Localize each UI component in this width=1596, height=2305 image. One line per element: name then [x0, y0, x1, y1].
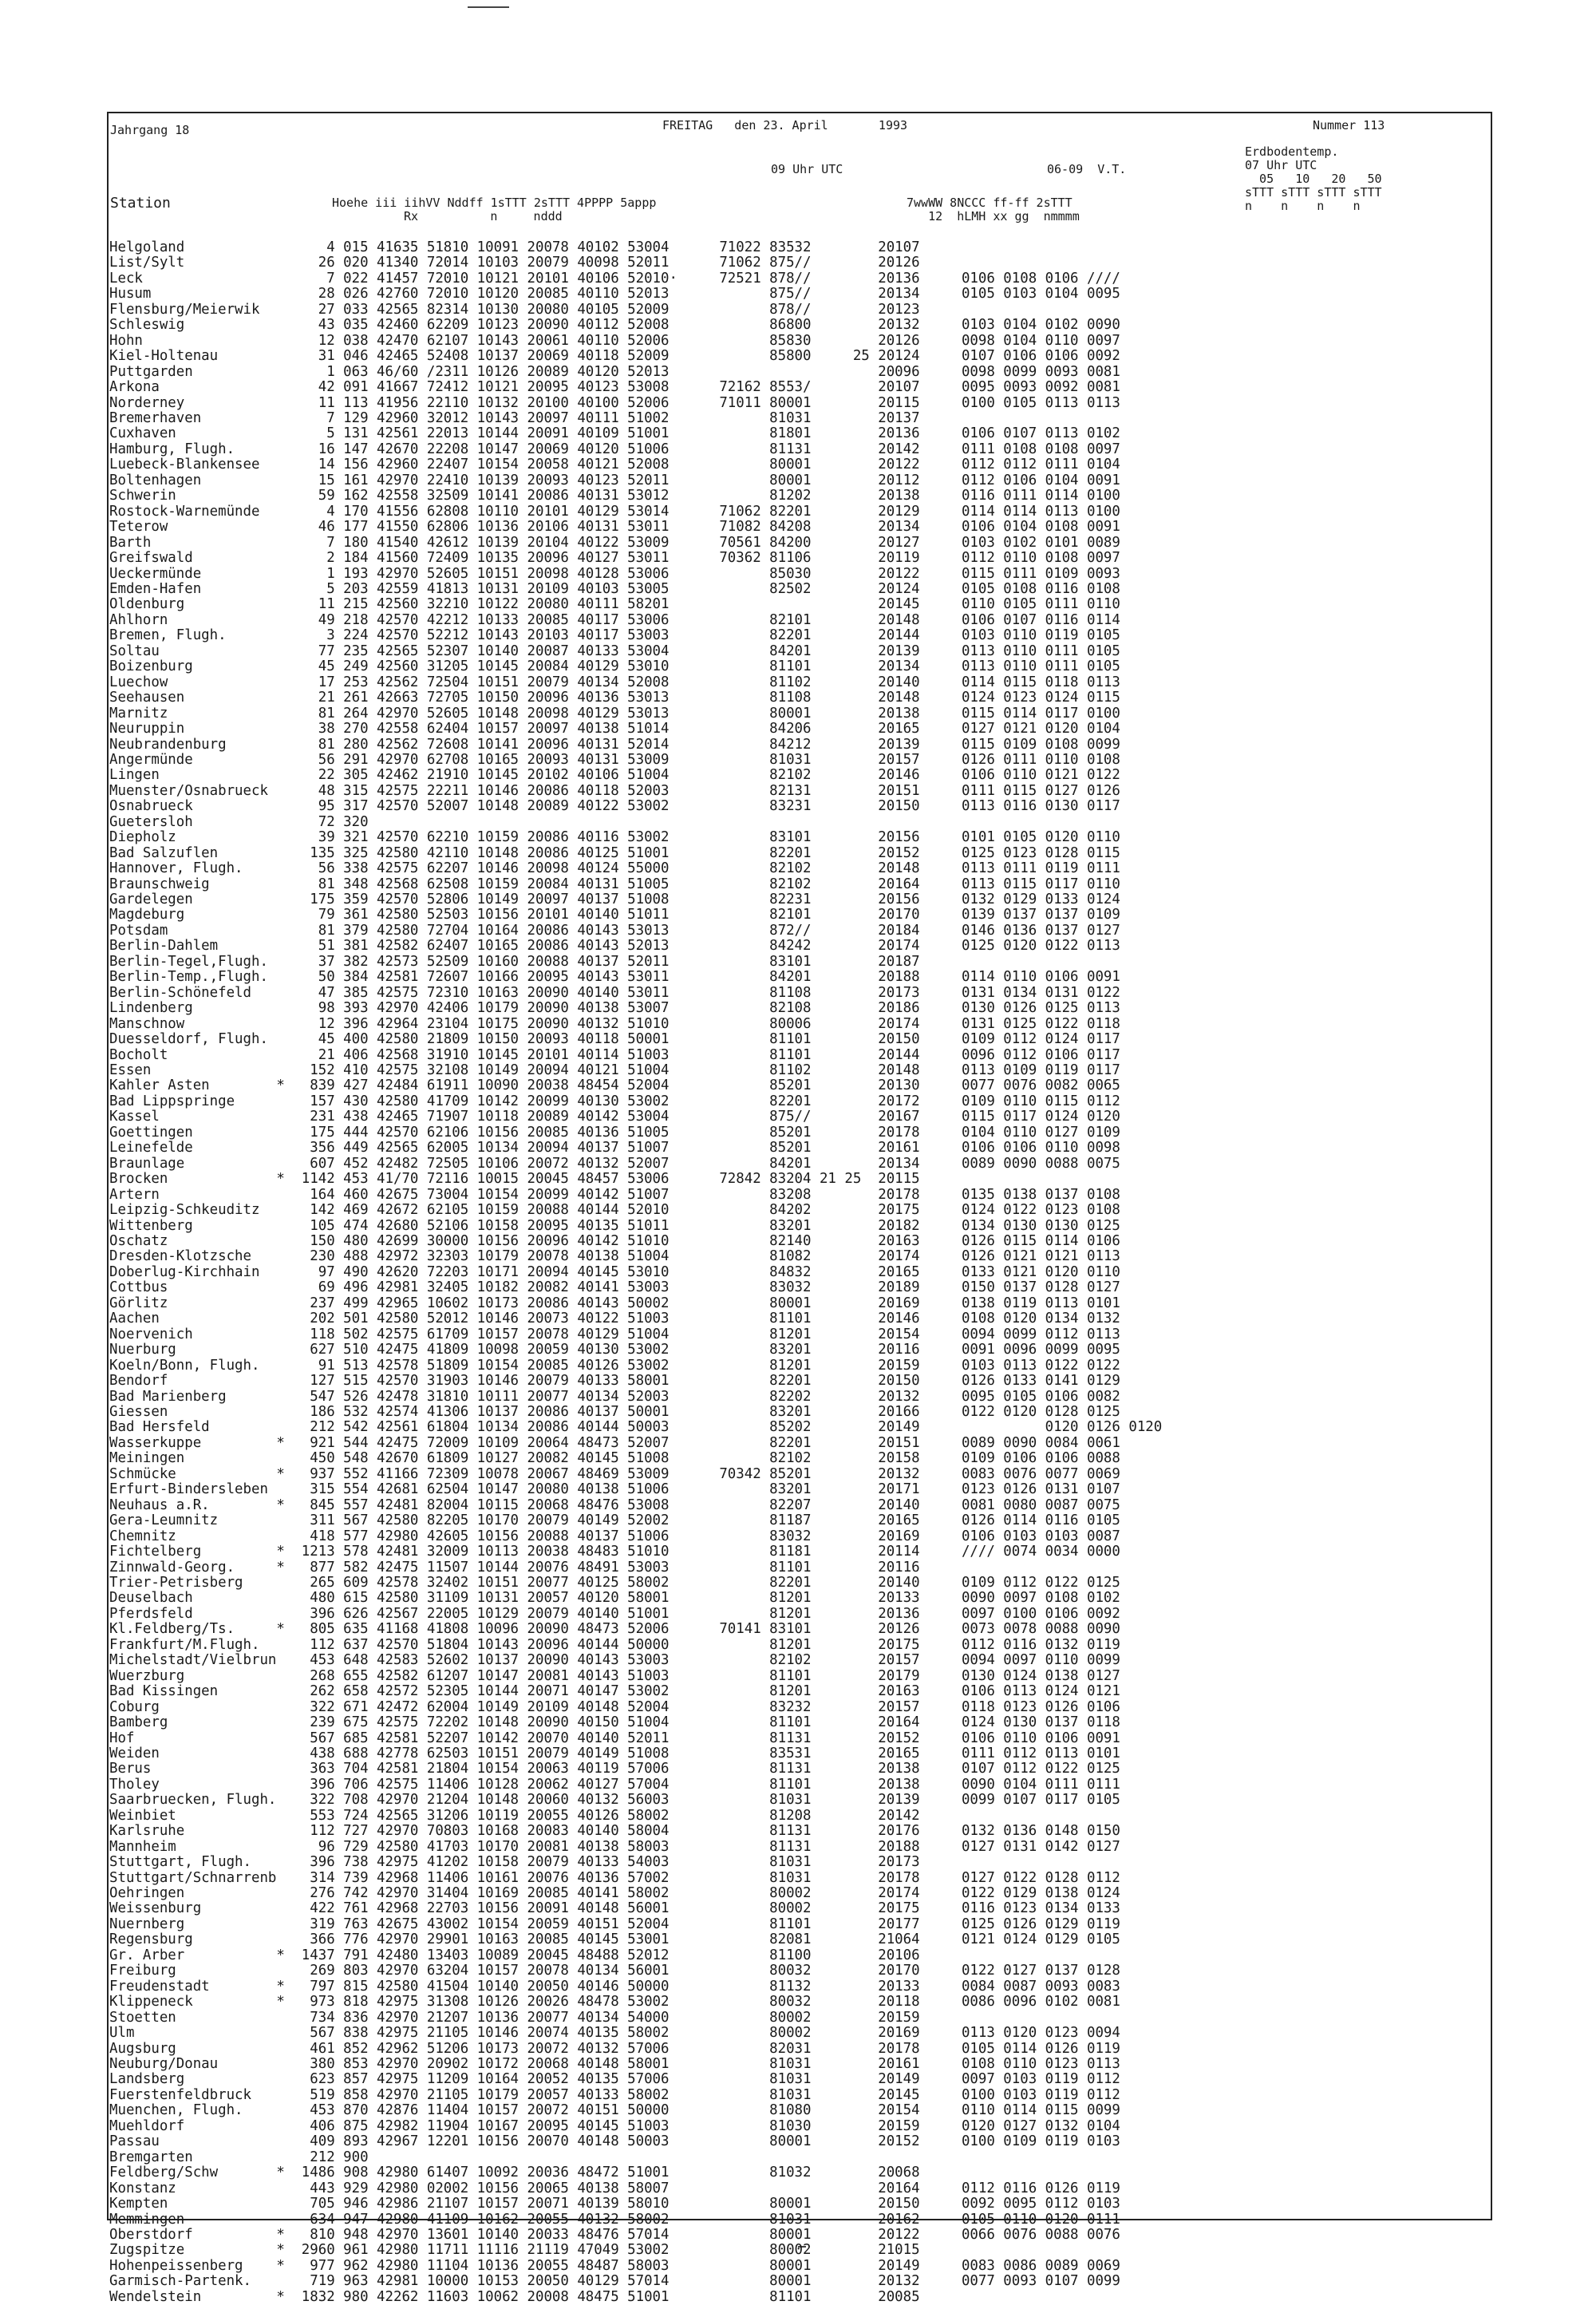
soil-temp-codes: sTTT sTTT sTTT sTTT [1245, 185, 1382, 200]
column-codes-right: 7wwWW 8NCCC ff-ff 2sTTT [907, 196, 1073, 210]
station-row: Schwerin 59 162 42558 32509 10141 20086 40131 53012 81202 20138 0116 0111 0114 0100 [109, 488, 1120, 504]
station-row: Hamburg, Flugh. 16 147 42670 22208 10147 20069 40120 51006 81131 20142 0111 0108 0108 0097 [109, 441, 1120, 457]
station-row: Noervenich 118 502 42575 61709 10157 20078 40129 51004 81201 20154 0094 0099 0112 0113 [109, 1326, 1120, 1342]
station-row: Oehringen 276 742 42970 31404 10169 20085 40141 58002 80002 20174 0122 0129 0138 0124 [109, 1885, 1120, 1902]
soil-temp-depths: 05 10 20 50 [1245, 172, 1382, 186]
station-row: Bocholt 21 406 42568 31910 10145 20101 40114 51003 81101 20144 0096 0112 0106 0117 [109, 1046, 1120, 1063]
station-row: Frankfurt/M.Flugh. 112 637 42570 51804 10143 20096 40144 50000 81201 20175 0112 0116 0132 0119 [109, 1636, 1120, 1653]
station-row: Flensburg/Meierwik 27 033 42565 82314 10130 20080 40105 52009 878// 20123 [109, 301, 920, 318]
station-row: Magdeburg 79 361 42580 52503 10156 20101 40140 51011 82101 20170 0139 0137 0137 0109 [109, 907, 1120, 923]
station-row: Ulm 567 838 42975 21105 10146 20074 40135 58002 80002 20169 0113 0120 0123 0094 [109, 2025, 1120, 2042]
station-row: Leipzig-Schkeuditz 142 469 42672 62105 10159 20088 40144 52010 84202 20175 0124 0122 0123 0108 [109, 1202, 1120, 1219]
station-row: Braunschweig 81 348 42568 62508 10159 20084 40131 51005 82102 20164 0113 0115 0117 0110 [109, 876, 1120, 892]
station-row: Cottbus 69 496 42981 32405 10182 20082 40141 53003 83032 20189 0150 0137 0128 0127 [109, 1279, 1120, 1296]
station-row: Wuerzburg 268 655 42582 61207 10147 20081 40143 51003 81101 20179 0130 0124 0138 0127 [109, 1667, 1120, 1684]
station-row: Erfurt-Bindersleben 315 554 42681 62504 10147 20080 40138 51006 83201 20171 0123 0126 0131 0107 [109, 1481, 1120, 1498]
station-row: Schmücke * 937 552 41166 72309 10078 20067 48469 53009 70342 85201 20132 0083 0076 0077 0069 [109, 1465, 1120, 1482]
station-row: Husum 28 026 42760 72010 10120 20085 40110 52013 875// 20134 0105 0103 0104 0095 [109, 286, 1120, 302]
station-row: Regensburg 366 776 42970 29901 10163 20085 40145 53001 82081 21064 0121 0124 0129 0105 [109, 1931, 1120, 1948]
station-row: Luebeck-Blankensee 14 156 42960 22407 10154 20058 40121 52008 80001 20122 0112 0112 0111 0104 [109, 457, 1120, 473]
station-row: Lingen 22 305 42462 21910 10145 20102 40106 51004 82102 20146 0106 0110 0121 0122 [109, 767, 1120, 784]
station-row: Hohenpeissenberg * 977 962 42980 11104 10136 20055 48487 58003 80001 20149 0083 0086 0089 0069 [109, 2257, 1120, 2274]
station-row: Trier-Petrisberg 265 609 42578 32402 10151 20077 40125 58002 82201 20140 0109 0112 0122 0125 [109, 1574, 1120, 1591]
station-row: Bremgarten 212 900 [109, 2149, 369, 2165]
station-row: Klippeneck * 973 818 42975 31308 10126 20026 48478 53002 80032 20118 0086 0096 0102 0081 [109, 1994, 1120, 2010]
station-row: Soltau 77 235 42565 52307 10140 20087 40133 53004 84201 20139 0113 0110 0111 0105 [109, 642, 1120, 659]
station-row: Kl.Feldberg/Ts. * 805 635 41168 41808 10096 20090 48473 52006 70141 83101 20126 0073 0078 0088 0090 [109, 1621, 1120, 1638]
station-row: Kahler Asten * 839 427 42484 61911 10090 20038 48454 52004 85201 20130 0077 0076 0082 0065 [109, 1077, 1120, 1094]
column-codes-sub: Rx n nddd [404, 209, 563, 223]
station-row: Muehldorf 406 875 42982 11904 10167 20095 40145 51003 81030 20159 0120 0127 0132 0104 [109, 2117, 1120, 2134]
station-row: Bremerhaven 7 129 42960 32012 10143 20097 40111 51002 81031 20137 [109, 409, 920, 426]
station-row: Rostock-Warnemünde 4 170 41556 62808 10110 20101 40129 53014 71062 82201 20129 0114 0114 0113 0100 [109, 503, 1120, 520]
station-row: Dresden-Klotzsche 230 488 42972 32303 10179 20078 40138 51004 81082 20174 0126 0121 0121 0113 [109, 1248, 1120, 1265]
station-row: Essen 152 410 42575 32108 10149 20094 40121 51004 81102 20148 0113 0109 0119 0117 [109, 1062, 1120, 1079]
station-row: Greifswald 2 184 41560 72409 10135 20096 40127 53011 70362 81106 20119 0112 0110 0108 0097 [109, 550, 1120, 567]
station-row: Bendorf 127 515 42570 31903 10146 20079 40133 58001 82201 20150 0126 0133 0141 0129 [109, 1373, 1120, 1390]
station-row: Gera-Leumnitz 311 567 42580 82205 10170 20079 40149 52002 81187 20165 0126 0114 0116 0105 [109, 1512, 1120, 1529]
station-row: Saarbruecken, Flugh. 322 708 42970 21204 10148 20060 40132 56003 81031 20139 0099 0107 0117 0105 [109, 1792, 1120, 1809]
station-row: Braunlage 607 452 42482 72505 10106 20072 40132 52007 84201 20134 0089 0090 0088 0075 [109, 1155, 1120, 1172]
station-row: Berlin-Schönefeld 47 385 42575 72310 10163 20090 40140 53011 81108 20173 0131 0134 0131 0122 [109, 984, 1120, 1001]
station-row: Görlitz 237 499 42965 10602 10173 20086 40143 50002 80001 20169 0138 0119 0113 0101 [109, 1295, 1120, 1311]
station-row: Osnabrueck 95 317 42570 52007 10148 20089 40122 53002 83231 20150 0113 0116 0130 0117 [109, 798, 1120, 815]
station-row: Leck 7 022 41457 72010 10121 20101 40106 52010· 72521 878// 20136 0106 0108 0106 //// [109, 270, 1120, 287]
soil-temp-title: Erdbodentemp. [1245, 144, 1339, 159]
station-table [109, 240, 1162, 2305]
station-row: Zugspitze * 2960 961 42980 11711 11116 21119 47049 53002 80002 21015 [109, 2242, 920, 2259]
station-row: Helgoland 4 015 41635 51810 10091 20078 40102 53004 71022 83532 20107 [109, 239, 920, 255]
station-row: Oberstdorf * 810 948 42970 13601 10140 20033 48476 57014 80001 20122 0066 0076 0088 0076 [109, 2227, 1120, 2243]
column-codes: Hoehe iii iihVV Nddff 1sTTT 2sTTT 4PPPP 5appp [332, 196, 657, 210]
station-row: Giessen 186 532 42574 41306 10137 20086 40137 50001 83201 20166 0122 0120 0128 0125 [109, 1403, 1120, 1420]
station-row: Goettingen 175 444 42570 62106 10156 20085 40136 51005 85201 20178 0104 0110 0127 0109 [109, 1124, 1120, 1141]
station-row: Augsburg 461 852 42962 51206 10173 20072 40132 57006 82031 20178 0105 0114 0126 0119 [109, 2040, 1120, 2057]
station-row: Berlin-Dahlem 51 381 42582 62407 10165 20086 40143 52013 84242 20174 0125 0120 0122 0113 [109, 938, 1120, 955]
soil-temp-time: 07 Uhr UTC [1245, 158, 1317, 172]
station-row: Norderney 11 113 41956 22110 10132 20100 40100 52006 71011 80001 20115 0100 0105 0113 0113 [109, 394, 1120, 411]
station-row: Stuttgart/Schnarrenb 314 739 42968 11406 10161 20076 40136 57002 81031 20178 0127 0122 0128 0112 [109, 1869, 1120, 1886]
station-row: Meiningen 450 548 42670 61809 10127 20082 40145 51008 82102 20158 0109 0106 0106 0088 [109, 1450, 1120, 1467]
station-row: Koeln/Bonn, Flugh. 91 513 42578 51809 10154 20085 40126 53002 81201 20159 0103 0113 0122 0122 [109, 1357, 1120, 1374]
station-row: Berus 363 704 42581 21804 10154 20063 40119 57006 81131 20138 0107 0112 0122 0125 [109, 1761, 1120, 1777]
station-row: Wittenberg 105 474 42680 52106 10158 20095 40135 51011 83201 20182 0134 0130 0130 0125 [109, 1217, 1120, 1234]
station-row: Nuerburg 627 510 42475 41809 10098 20059 40130 53002 83201 20116 0091 0096 0099 0095 [109, 1342, 1120, 1358]
station-row: Schleswig 43 035 42460 62209 10123 20090 40112 52008 86800 20132 0103 0104 0102 0090 [109, 317, 1120, 334]
station-row: Bamberg 239 675 42575 72202 10148 20090 40150 51004 81101 20164 0124 0130 0137 0118 [109, 1714, 1120, 1731]
station-row: Brocken * 1142 453 41/70 72116 10015 20045 48457 53006 72842 83204 21 25 20115 [109, 1171, 920, 1188]
station-row: Artern 164 460 42675 73004 10154 20099 40142 51007 83208 20178 0135 0138 0137 0108 [109, 1186, 1120, 1203]
station-row: Coburg 322 671 42472 62004 10149 20109 40148 52004 83232 20157 0118 0123 0126 0106 [109, 1698, 1120, 1715]
station-row: Neuhaus a.R. * 845 557 42481 82004 10115 20068 48476 53008 82207 20140 0081 0080 0087 0075 [109, 1496, 1120, 1513]
station-row: Hof 567 685 42581 52207 10142 20070 40140 52011 81131 20152 0106 0110 0106 0091 [109, 1730, 1120, 1746]
station-row: Oschatz 150 480 42699 30000 10156 20096 40142 51010 82140 20163 0126 0115 0114 0106 [109, 1233, 1120, 1249]
station-row: Guetersloh 72 320 [109, 813, 369, 830]
station-row: Bad Lippspringe 157 430 42580 41709 10142 20099 40130 53002 82201 20172 0109 0110 0115 0112 [109, 1093, 1120, 1109]
station-row: Muenchen, Flugh. 453 870 42876 11404 10157 20072 40151 50000 81080 20154 0110 0114 0115 0099 [109, 2102, 1120, 2119]
station-row: Mannheim 96 729 42580 41703 10170 20081 40138 58003 81131 20188 0127 0131 0142 0127 [109, 1838, 1120, 1855]
station-row: Bremen, Flugh. 3 224 42570 52212 10143 20103 40117 53003 82201 20144 0103 0110 0119 0105 [109, 627, 1120, 644]
station-row: Fuerstenfeldbruck 519 858 42970 21105 10179 20057 40133 58002 81031 20145 0100 0103 0119 0112 [109, 2086, 1120, 2103]
station-row: Wendelstein * 1832 980 42262 11603 10062 20008 48475 51001 81101 20085 [109, 2288, 920, 2305]
station-row: Stuttgart, Flugh. 396 738 42975 41202 10158 20079 40133 54003 81031 20173 [109, 1854, 920, 1871]
station-row: Feldberg/Schw * 1486 908 42980 61407 10092 20036 48472 51001 81032 20068 [109, 2165, 920, 2181]
jahrgang: Jahrgang 18 [110, 123, 190, 137]
column-station: Station [110, 195, 171, 212]
station-row: Ahlhorn 49 218 42570 42212 10133 20085 40117 53006 82101 20148 0106 0107 0116 0114 [109, 611, 1120, 628]
station-row: Angermünde 56 291 42970 62708 10165 20093 40131 53009 81031 20157 0126 0111 0110 0108 [109, 751, 1120, 768]
station-row: Freiburg 269 803 42970 63204 10157 20078 40134 56001 80032 20170 0122 0127 0137 0128 [109, 1963, 1120, 1979]
period-vt: 06-09 V.T. [1047, 162, 1127, 176]
station-row: Teterow 46 177 41550 62806 10136 20106 40131 53011 71082 84208 20134 0106 0104 0108 0091 [109, 519, 1120, 536]
station-row: Berlin-Temp.,Flugh. 50 384 42581 72607 10166 20095 40143 53011 84201 20188 0114 0110 0106 0091 [109, 969, 1120, 986]
station-row: Aachen 202 501 42580 52012 10146 20073 40122 51003 81101 20146 0108 0120 0134 0132 [109, 1311, 1120, 1327]
station-row: Chemnitz 418 577 42980 42605 10156 20088 40137 51006 83032 20169 0106 0103 0103 0087 [109, 1528, 1120, 1544]
station-row: Gr. Arber * 1437 791 42480 13403 10089 20045 48488 52012 81100 20106 [109, 1947, 920, 1963]
station-row: Lindenberg 98 393 42970 42406 10179 20090 40138 53007 82108 20186 0130 0126 0125 0113 [109, 1000, 1120, 1017]
station-row: Neubrandenburg 81 280 42562 72608 10141 20096 40131 52014 84212 20139 0115 0109 0108 0099 [109, 736, 1120, 753]
station-row: Landsberg 623 857 42975 11209 10164 20052 40135 57006 81031 20149 0097 0103 0119 0112 [109, 2071, 1120, 2088]
station-row: Deuselbach 480 615 42580 31109 10131 20057 40120 58001 81201 20133 0090 0097 0108 0102 [109, 1590, 1120, 1607]
station-row: Marnitz 81 264 42970 52605 10148 20098 40129 53013 80001 20138 0115 0114 0117 0100 [109, 705, 1120, 722]
station-row: Hannover, Flugh. 56 338 42575 62207 10146 20098 40124 55000 82102 20148 0113 0111 0119 0111 [109, 860, 1120, 877]
station-row: Zinnwald-Georg. * 877 582 42475 11507 10144 20076 48491 53003 81101 20116 [109, 1559, 920, 1576]
station-row: Luechow 17 253 42562 72504 10151 20079 40134 52008 81102 20140 0114 0115 0118 0113 [109, 674, 1120, 690]
station-row: Diepholz 39 321 42570 62210 10159 20086 40116 53002 83101 20156 0101 0105 0120 0110 [109, 829, 1120, 846]
station-row: Bad Kissingen 262 658 42572 52305 10144 20071 40147 53002 81201 20163 0106 0113 0124 0121 [109, 1683, 1120, 1700]
station-row: Bad Marienberg 547 526 42478 31810 10111 20077 40134 52003 82202 20132 0095 0105 0106 0082 [109, 1388, 1120, 1405]
station-row: Weiden 438 688 42778 62503 10151 20079 40149 51008 83531 20165 0111 0112 0113 0101 [109, 1745, 1120, 1761]
station-row: Muenster/Osnabrueck 48 315 42575 22211 10146 20086 40118 52003 82131 20151 0111 0115 0127 0126 [109, 782, 1120, 799]
station-row: Berlin-Tegel,Flugh. 37 382 42573 52509 10160 20088 40137 52011 83101 20187 [109, 953, 920, 970]
station-row: Boltenhagen 15 161 42970 22410 10139 20093 40123 52011 80001 20112 0112 0106 0104 0091 [109, 472, 1120, 488]
station-row: Leinefelde 356 449 42565 62005 10134 20094 40137 51007 85201 20161 0106 0106 0110 0098 [109, 1140, 1120, 1156]
station-row: Tholey 396 706 42575 11406 10128 20062 40127 57004 81101 20138 0090 0104 0111 0111 [109, 1776, 1120, 1793]
station-row: Konstanz 443 929 42980 02002 10156 20065 40138 58007 20164 0112 0116 0126 0119 [109, 2180, 1120, 2196]
station-row: Nuernberg 319 763 42675 43002 10154 20059 40151 52004 81101 20177 0125 0126 0129 0119 [109, 1916, 1120, 1932]
column-codes-right-sub: 12 hLMH xx gg nmmmm [907, 209, 1080, 223]
station-row: Freudenstadt * 797 815 42580 41504 10140 20050 40146 50000 81132 20133 0084 0087 0093 0083 [109, 1978, 1120, 1995]
station-row: Seehausen 21 261 42663 72705 10150 20096 40136 53013 81108 20148 0124 0123 0124 0115 [109, 690, 1120, 706]
station-row: Garmisch-Partenk. 719 963 42981 10000 10153 20050 40129 57014 80001 20132 0077 0093 0107 0099 [109, 2273, 1120, 2290]
station-row: Cuxhaven 5 131 42561 22013 10144 20091 40109 51001 81801 20136 0106 0107 0113 0102 [109, 425, 1120, 442]
station-row: Karlsruhe 112 727 42970 70803 10168 20083 40140 58004 81131 20176 0132 0136 0148 0150 [109, 1823, 1120, 1840]
station-row: Bad Salzuflen 135 325 42580 42110 10148 20086 40125 51001 82201 20152 0125 0123 0128 0115 [109, 844, 1120, 861]
issue-date: FREITAG den 23. April 1993 [662, 118, 908, 132]
issue-number: Nummer 113 [1313, 118, 1385, 132]
station-row: List/Sylt 26 020 41340 72014 10103 20079 40098 52011 71062 875// 20126 [109, 255, 920, 271]
station-row: Duesseldorf, Flugh. 45 400 42580 21809 10150 20093 40118 50001 81101 20150 0109 0112 0124 0117 [109, 1031, 1120, 1048]
top-scan-mark [468, 6, 509, 8]
station-row: Wasserkuppe * 921 544 42475 72009 10109 20064 48473 52007 82201 20151 0089 0090 0084 0061 [109, 1434, 1120, 1451]
station-row: Michelstadt/Vielbrun 453 648 42583 52602 10137 20090 40143 53003 82102 20157 0094 0097 0110 0099 [109, 1652, 1120, 1669]
station-row: Gardelegen 175 359 42570 52806 10149 20097 40137 51008 82231 20156 0132 0129 0133 0124 [109, 892, 1120, 908]
station-row: Neuruppin 38 270 42558 62404 10157 20097 40138 51014 84206 20165 0127 0121 0120 0104 [109, 721, 1120, 737]
soil-temp-n: n n n n [1245, 199, 1361, 213]
observation-time: 09 Uhr UTC [771, 162, 843, 176]
station-row: Arkona 42 091 41667 72412 10121 20095 40123 53008 72162 8553/ 20107 0095 0093 0092 0081 [109, 379, 1120, 396]
station-row: Bad Hersfeld 212 542 42561 61804 10134 20086 40144 50003 85202 20149 0120 0126 0120 [109, 1419, 1163, 1436]
station-row: Neuburg/Donau 380 853 42970 20902 10172 20068 40148 58001 81031 20161 0108 0110 0123 0113 [109, 2056, 1120, 2073]
station-row: Manschnow 12 396 42964 23104 10175 20090 40132 51010 80006 20174 0131 0125 0122 0118 [109, 1015, 1120, 1032]
station-row: Boizenburg 45 249 42560 31205 10145 20084 40129 53010 81101 20134 0113 0110 0111 0105 [109, 658, 1120, 675]
station-row: Potsdam 81 379 42580 72704 10164 20086 40143 53013 872// 20184 0146 0136 0137 0127 [109, 922, 1120, 939]
station-row: Barth 7 180 41540 42612 10139 20104 40122 53009 70561 84200 20127 0103 0102 0101 0089 [109, 534, 1120, 551]
station-row: Stoetten 734 836 42970 21207 10136 20077 40134 54000 80002 20159 [109, 2009, 920, 2026]
station-row: Pferdsfeld 396 626 42567 22005 10129 20079 40140 51001 81201 20136 0097 0100 0106 0092 [109, 1605, 1120, 1622]
station-row: Ueckermünde 1 193 42970 52605 10151 20098 40128 53006 85030 20122 0115 0111 0109 0093 [109, 565, 1120, 582]
station-row: Memmingen 634 947 42980 41109 10162 20055 40132 58002 81031 20162 0105 0110 0120 0111 [109, 2211, 1120, 2228]
station-row: Puttgarden 1 063 46/60 /2311 10126 20089 40120 52013 20096 0098 0099 0093 0081 [109, 363, 1120, 380]
station-row: Emden-Hafen 5 203 42559 41813 10131 20109 40103 53005 82502 20124 0105 0108 0116 0108 [109, 580, 1120, 597]
station-row: Weissenburg 422 761 42968 22703 10156 20091 40148 56001 80002 20175 0116 0123 0134 0133 [109, 1900, 1120, 1917]
station-row: Weinbiet 553 724 42565 31206 10119 20055 40126 58002 81208 20142 [109, 1807, 920, 1824]
station-row: Fichtelberg * 1213 578 42481 32009 10113 20038 48483 51010 81181 20114 //// 0074 0034 0000 [109, 1544, 1120, 1560]
station-row: Doberlug-Kirchhain 97 490 42620 72203 10171 20094 40145 53010 84832 20165 0133 0121 0120 0110 [109, 1263, 1120, 1280]
station-row: Oldenburg 11 215 42560 32210 10122 20080 40111 58201 20145 0110 0105 0111 0110 [109, 596, 1120, 613]
station-row: Kiel-Holtenau 31 046 42465 52408 10137 20069 40118 52009 85800 25 20124 0107 0106 0106 0092 [109, 348, 1120, 365]
station-row: Kempten 705 946 42986 21107 10157 20071 40139 58010 80001 20150 0092 0095 0112 0103 [109, 2196, 1120, 2212]
station-row: Passau 409 893 42967 12201 10156 20070 40148 50003 80001 20152 0100 0109 0119 0103 [109, 2133, 1120, 2150]
station-row: Hohn 12 038 42470 62107 10143 20061 40110 52006 85830 20126 0098 0104 0110 0097 [109, 332, 1120, 349]
station-row: Kassel 231 438 42465 71907 10118 20089 40142 53004 875// 20167 0115 0117 0124 0120 [109, 1109, 1120, 1125]
